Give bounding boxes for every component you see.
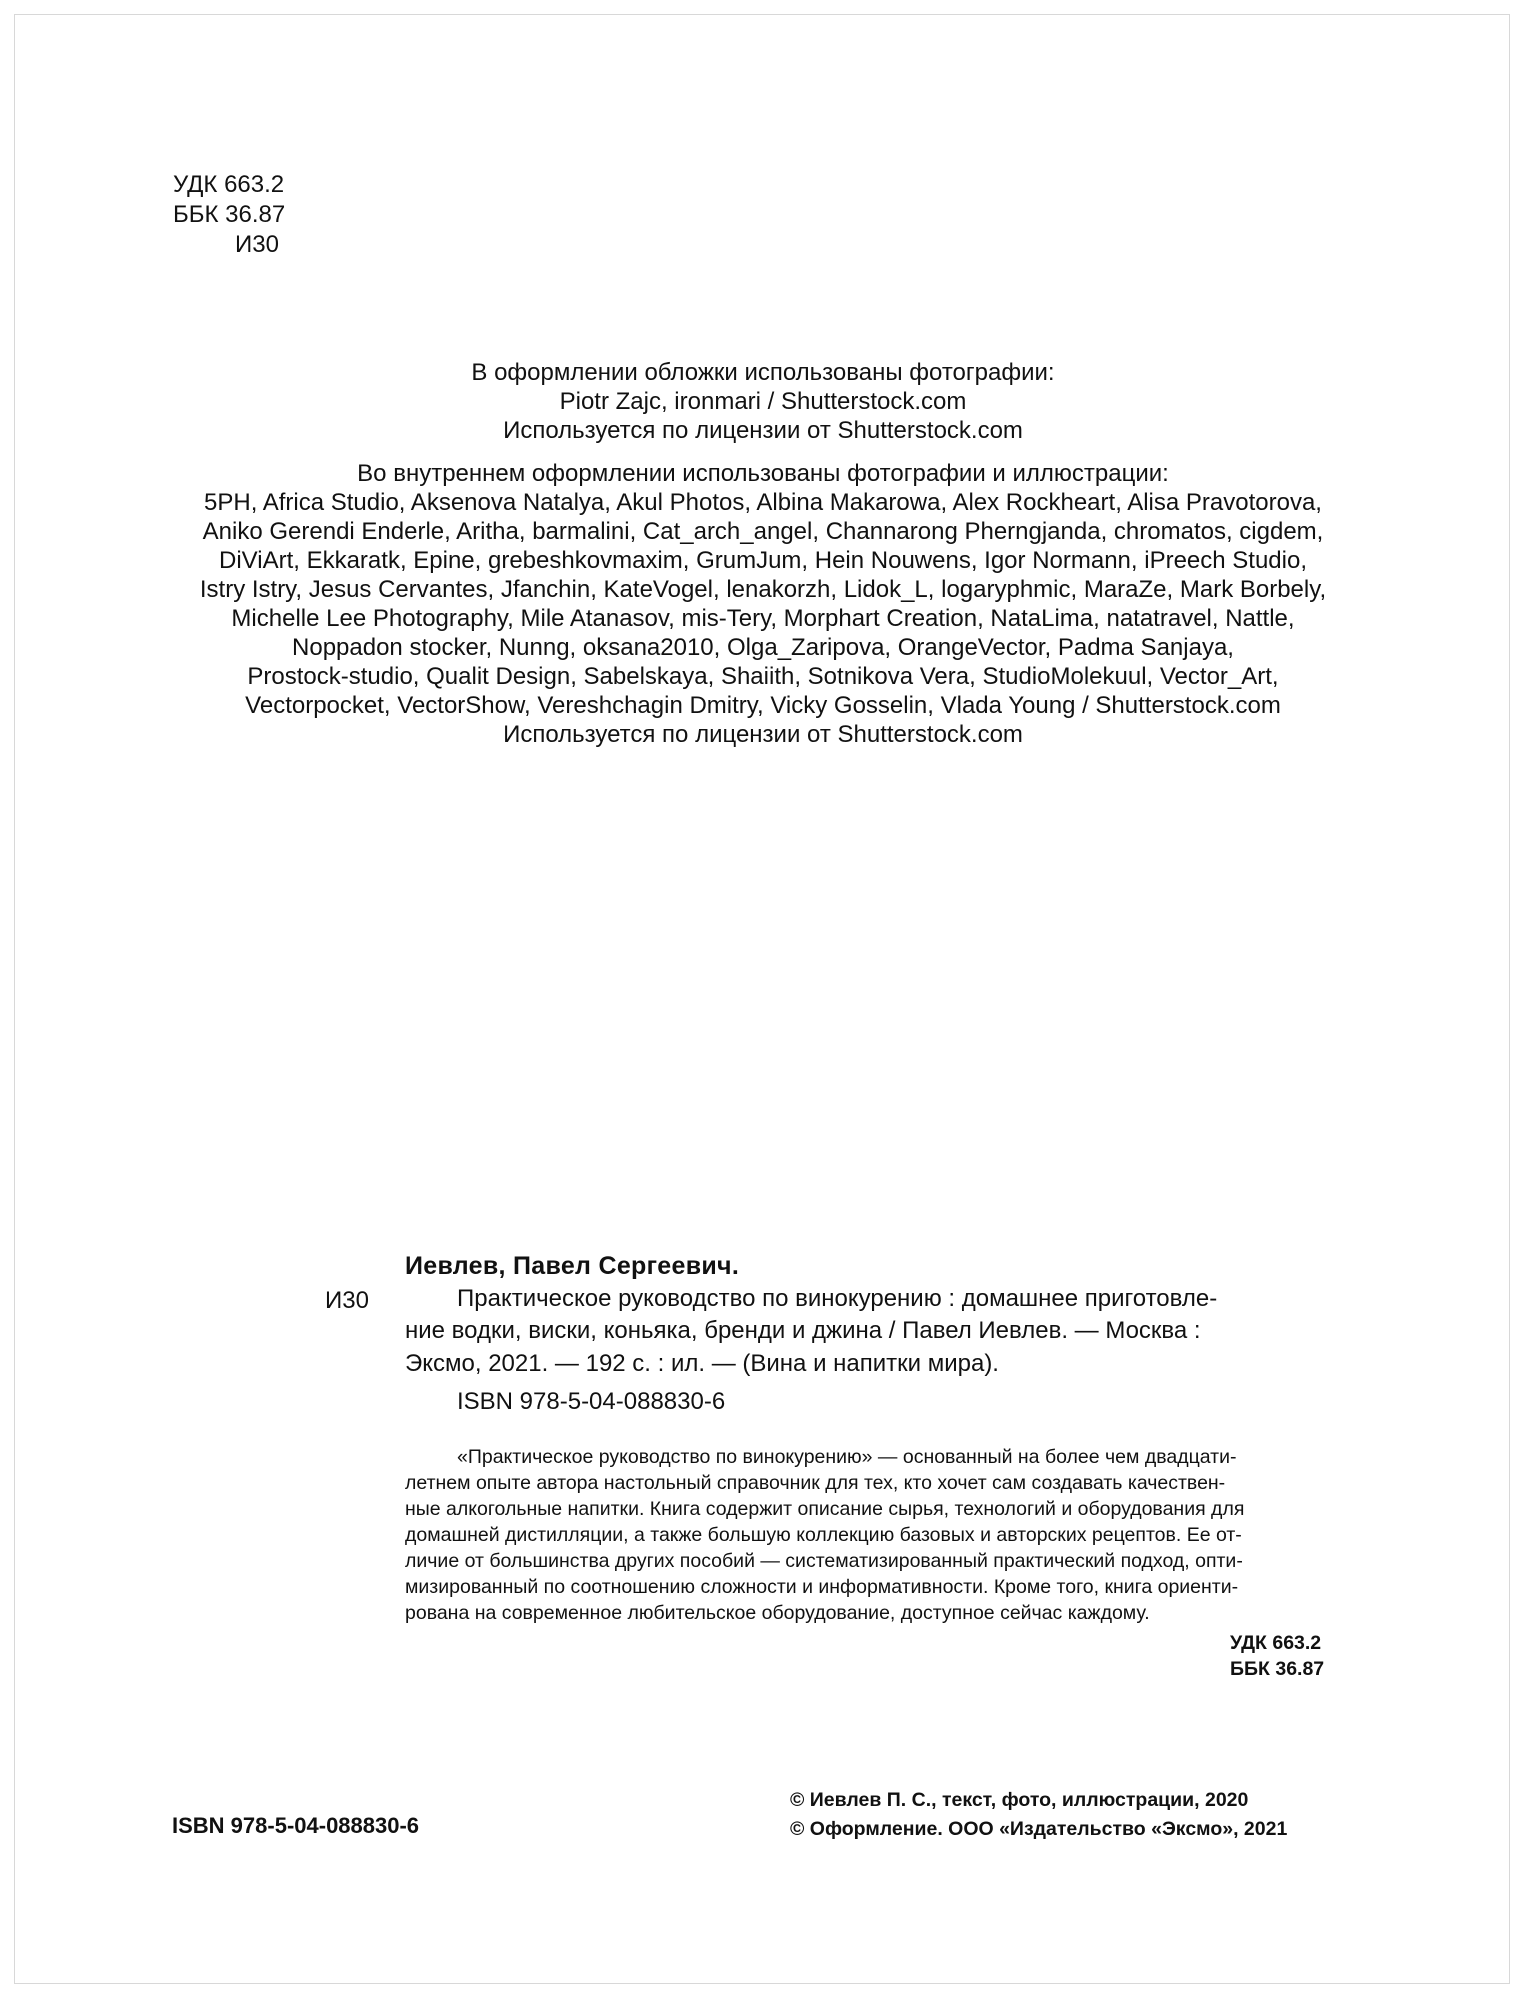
abstract-line: летнем опыте автора настольный справочник для тех, кто хочет сам создавать качествен- (405, 1472, 1226, 1494)
abstract-line: домашней дистилляции, а также большую коллекцию базовых и авторских рецептов. Ее от- (405, 1524, 1242, 1546)
udk-code: УДК 663.2 (173, 171, 285, 198)
catalog-udk: УДК 663.2 (1230, 1632, 1322, 1654)
catalog-title-line: ние водки, виски, коньяка, бренди и джина / Павел Иевлев. — Москва : (405, 1317, 1201, 1344)
interior-credits-line: 5PH, Africa Studio, Aksenova Natalya, Akul Photos, Albina Makarowa, Alex Rockheart, Alisa Pravotorova, (204, 489, 1322, 516)
catalog-record (405, 1250, 1350, 1419)
copyright-block (790, 1786, 1287, 1844)
catalog-author: Иевлев, Павел Сергеевич. (405, 1252, 740, 1280)
catalog-classification (1230, 1630, 1350, 1682)
interior-credits-line: Noppadon stocker, Nunng, oksana2010, Olga_Zaripova, OrangeVector, Padma Sanjaya, (292, 634, 1234, 661)
cover-credits-license: Используется по лицензии от Shutterstock.com (503, 417, 1023, 444)
cover-credits-names: Piotr Zajc, ironmari / Shutterstock.com (559, 388, 967, 415)
interior-credits-line: Vectorpocket, VectorShow, Vereshchagin Dmitry, Vicky Gosselin, Vlada Young / Shutterstock.com (245, 692, 1281, 719)
cover-credits-heading: В оформлении обложки использованы фотографии: (471, 359, 1055, 386)
bbk-code: ББК 36.87 (173, 201, 286, 228)
interior-credits-line: Aniko Gerendi Enderle, Aritha, barmalini, Cat_arch_angel, Channarong Pherngjanda, chromatos, cigdem, (202, 518, 1324, 545)
abstract-line: ные алкогольные напитки. Книга содержит описание сырья, технологий и оборудования для (405, 1498, 1245, 1520)
catalog-abstract (405, 1444, 1350, 1626)
abstract-line: «Практическое руководство по винокурению» — основанный на более чем двадцати- (457, 1446, 1237, 1468)
interior-credits-line: Michelle Lee Photography, Mile Atanasov, mis-Tery, Morphart Creation, NataLima, natatravel, Nattle, (231, 605, 1295, 632)
abstract-line: мизированный по соотношению сложности и информативности. Кроме того, книга ориенти- (405, 1576, 1239, 1598)
interior-credits-license: Используется по лицензии от Shutterstock.com (503, 721, 1023, 748)
abstract-line: личие от большинства других пособий — систематизированный практический подход, опти- (405, 1550, 1243, 1572)
catalog-bbk: ББК 36.87 (1230, 1658, 1325, 1680)
photo-credits (160, 358, 1366, 749)
interior-credits-line: Istry Istry, Jesus Cervantes, Jfanchin, KateVogel, lenakorzh, Lidok_L, logaryphmic, MaraZe, Mark Borbely, (199, 576, 1327, 603)
interior-credits-line: Prostock-studio, Qualit Design, Sabelskaya, Shaiith, Sotnikova Vera, StudioMolekuul, Vector_Art, (247, 663, 1279, 690)
copyright-text: © Иевлев П. С., текст, фото, иллюстрации, 2020 (790, 1789, 1249, 1811)
interior-credits-heading: Во внутреннем оформлении использованы фотографии и иллюстрации: (357, 460, 1169, 487)
catalog-title (405, 1283, 1350, 1381)
catalog-author-sign: И30 (325, 1287, 369, 1314)
author-sign: И30 (235, 231, 279, 258)
catalog-isbn: ISBN 978-5-04-088830-6 (457, 1388, 726, 1415)
top-classification (173, 170, 285, 260)
abstract-line: рована на современное любительское оборудование, доступное сейчас каждому. (405, 1602, 1150, 1624)
page-border (14, 14, 1510, 1984)
interior-credits-line: DiViArt, Ekkaratk, Epine, grebeshkovmaxim, GrumJum, Hein Nouwens, Igor Normann, iPreech Studio, (219, 547, 1307, 574)
catalog-title-line: Эксмо, 2021. — 192 с. : ил. — (Вина и напитки мира). (405, 1349, 999, 1377)
footer-isbn: ISBN 978-5-04-088830-6 (172, 1813, 420, 1838)
catalog-title-line: Практическое руководство по винокурению : домашнее приготовле- (457, 1284, 1218, 1312)
copyright-design: © Оформление. ООО «Издательство «Эксмо», 2021 (790, 1818, 1288, 1840)
